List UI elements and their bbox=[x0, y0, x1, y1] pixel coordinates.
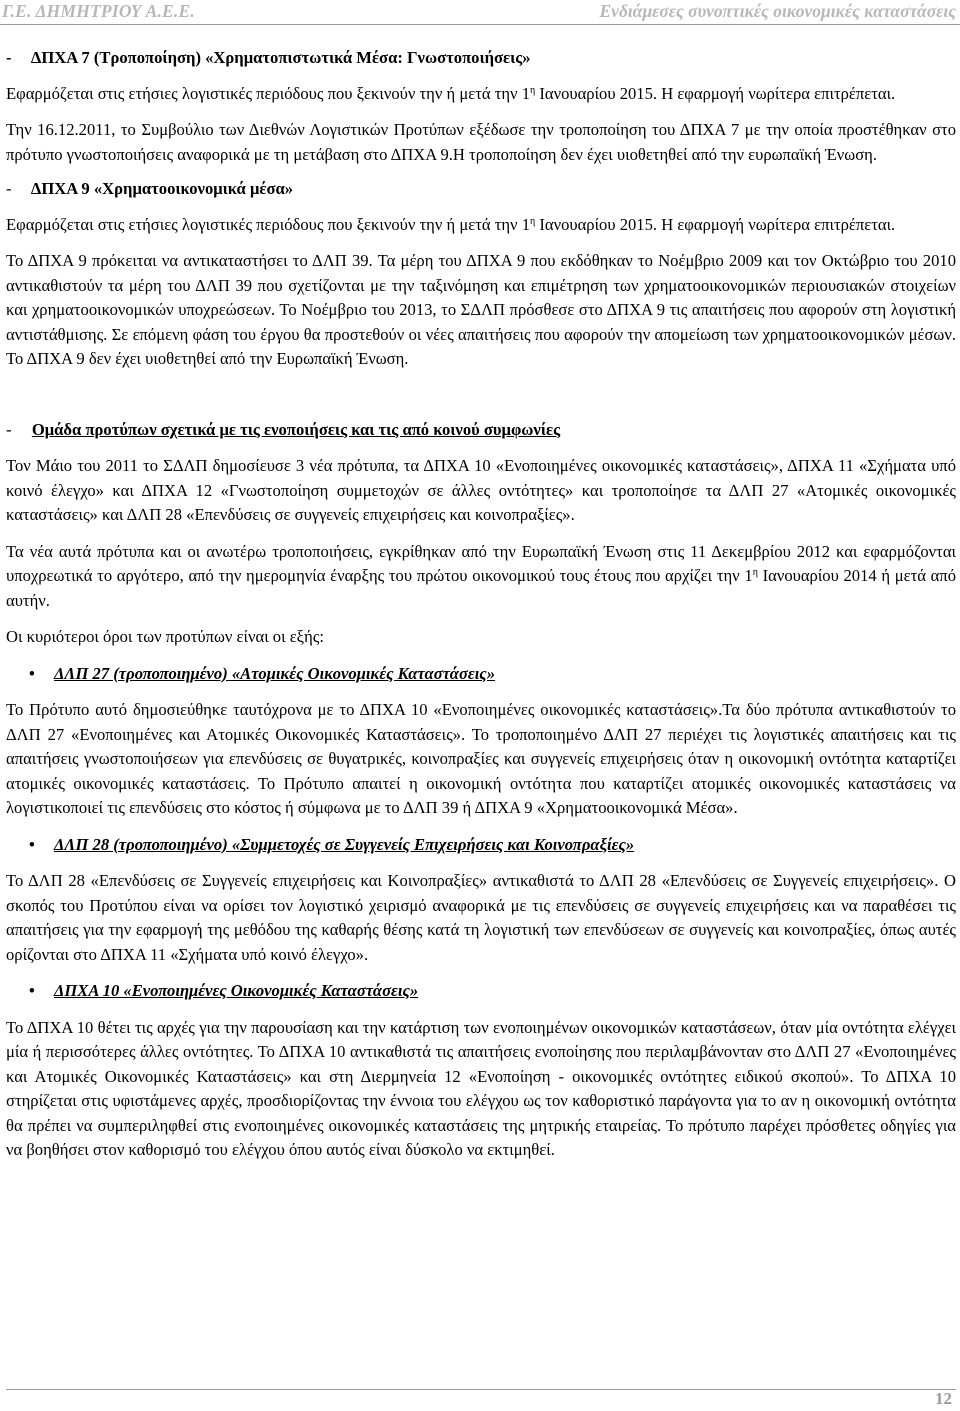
paragraph: Την 16.12.2011, το Συμβούλιο των Διεθνών Λογιστικών Προτύπων εξέδωσε την τροποποίηση του ΔΠΧΑ 7 με την οποία προστέθηκαν στο πρότυπο γνωστοποιήσεις αναφορικά με τη μετάβαση στο ΔΠΧΑ 9.Η τροποποίηση δεν έχει υιοθετηθεί από την ευρωπαϊκή Ένωση. bbox=[6, 120, 956, 164]
heading-dash: - bbox=[6, 48, 12, 67]
header-document-title: Ενδιάμεσες συνοπτικές οικονομικές καταστάσεις bbox=[599, 1, 956, 21]
paragraph-text: Ιανουαρίου 2014 ή μετά από αυτήν. bbox=[6, 566, 957, 610]
bullet-heading-ias27 bbox=[6, 662, 956, 687]
bullet-icon: • bbox=[29, 663, 35, 683]
bullet-title: ΔΛΠ 28 (τροποποιημένο) «Συμμετοχές σε Συγγενείς Επιχειρήσεις και Κοινοπραξίες» bbox=[54, 834, 635, 854]
bullet-heading-ias28 bbox=[6, 833, 956, 858]
heading-dash: - bbox=[6, 419, 12, 439]
paragraph-text: Εφαρμόζεται στις ετήσιες λογιστικές περιόδους που ξεκινούν την ή μετά την 1 bbox=[6, 83, 530, 103]
page-number: 12 bbox=[935, 1389, 952, 1408]
section-heading-dpxa9 bbox=[6, 177, 956, 202]
bullet-icon: • bbox=[29, 834, 35, 854]
paragraph-text: Ιανουαρίου 2015. Η εφαρμογή νωρίτερα επιτρέπεται. bbox=[535, 83, 896, 103]
bullet-icon: • bbox=[29, 981, 35, 1000]
superscript: η bbox=[530, 215, 536, 227]
section-heading-dpxa7 bbox=[6, 46, 956, 71]
paragraph-text: Εφαρμόζεται στις ετήσιες λογιστικές περιόδους που ξεκινούν την ή μετά την 1 bbox=[6, 214, 530, 234]
paragraph: Το ΔΠΧΑ 9 πρόκειται να αντικαταστήσει το ΔΛΠ 39. Τα μέρη του ΔΠΧΑ 9 που εκδόθηκαν το Νοέμβριο 2009 και τον Οκτώβριο του 2010 αντικαθιστούν τα μέρη του ΔΛΠ 39 που σχετίζονται με την ταξινόμηση και επιμέτρηση των χρηματοοικονομικών περιουσιακών στοιχείων και χρηματοοικονομικών υποχρεώσεων. Το Νοέμβριο του 2013, το ΣΔΛΠ πρόσθεσε στο ΔΠΧΑ 9 τις απαιτήσεις που αφορούν στη λογιστική αντιστάθμισης. Σε επόμενη φάση του έργου θα προστεθούν οι νέες απαιτήσεις που αφορούν την απομείωση των χρηματοοικονομικών μέσων. Το ΔΠΧΑ 9 δεν έχει υιοθετηθεί από την Ευρωπαϊκή Ένωση. bbox=[6, 251, 956, 368]
bullet-title: ΔΠΧΑ 10 «Ενοποιημένες Οικονομικές Καταστάσεις» bbox=[54, 981, 419, 1000]
footer-divider bbox=[6, 1389, 956, 1390]
superscript: η bbox=[752, 567, 758, 578]
paragraph: Τον Μάιο του 2011 το ΣΔΛΠ δημοσίευσε 3 νέα πρότυπα, τα ΔΠΧΑ 10 «Ενοποιημένες οικονομικές καταστάσεις», ΔΠΧΑ 11 «Σχήματα υπό κοινό έλεγχο» και ΔΠΧΑ 12 «Γνωστοποίηση συμμετοχών σε άλλες οντότητες» και τροποποίησε τα ΔΛΠ 27 «Ατομικές οικονομικές καταστάσεις» και ΔΛΠ 28 «Επενδύσεις σε συγγενείς επιχειρήσεις και κοινοπραξίες». bbox=[6, 456, 956, 524]
heading-text: ΔΠΧΑ 9 «Χρηματοοικονομικά μέσα» bbox=[30, 179, 294, 198]
paragraph-text: Ιανουαρίου 2015. Η εφαρμογή νωρίτερα επιτρέπεται. bbox=[535, 214, 896, 234]
section-heading-consolidation bbox=[6, 418, 956, 443]
paragraph bbox=[6, 82, 956, 107]
heading-text: ΔΠΧΑ 7 (Τροποποίηση) «Χρηματοπιστωτικά Μέσα: Γνωστοποιήσεις» bbox=[30, 48, 531, 67]
page-header bbox=[0, 0, 960, 25]
heading-text: Ομάδα προτύπων σχετικά με τις ενοποιήσεις και τις από κοινού συμφωνίες bbox=[31, 419, 561, 439]
paragraph: Οι κυριότεροι όροι των προτύπων είναι οι εξής: bbox=[6, 627, 324, 646]
paragraph: Το ΔΛΠ 28 «Επενδύσεις σε Συγγενείς επιχειρήσεις και Κοινοπραξίες» αντικαθιστά το ΔΛΠ 28 «Επενδύσεις σε Συγγενείς επιχειρήσεις». Ο σκοπός του Προτύπου είναι να ορίσει τον λογιστικό χειρισμό αναφορικά με τις επενδύσεις σε συγγενείς επιχειρήσεις και να παραθέσει τις απαιτήσεις για την εφαρμογή της μεθόδου της καθαρής θέσης κατά τη λογιστική των επενδύσεων σε συγγενείς και κοινοπραξίες, όπως αυτές ορίζονται στο ΔΠΧΑ 11 «Σχήματα υπό κοινό έλεγχο». bbox=[6, 871, 956, 964]
paragraph bbox=[6, 213, 956, 238]
bullet-title: ΔΛΠ 27 (τροποποιημένο) «Ατομικές Οικονομικές Καταστάσεις» bbox=[54, 663, 496, 683]
superscript: η bbox=[530, 84, 536, 96]
paragraph-text: Τα νέα αυτά πρότυπα και οι ανωτέρω τροποποιήσεις, εγκρίθηκαν από την Ευρωπαϊκή Ένωση στις 11 Δεκεμβρίου 2012 και εφαρμόζονται υποχρεωτικά το αργότερο, από την ημερομηνία έναρξης του πρώτου οικονομικού τους έτους που αρχίζει την 1 bbox=[6, 541, 956, 585]
paragraph bbox=[6, 540, 956, 614]
bullet-heading-ifrs10 bbox=[6, 979, 956, 1004]
page-content bbox=[6, 46, 956, 1163]
header-company: Γ.Ε. ΔΗΜΗΤΡΙΟΥ Α.Ε.Ε. bbox=[2, 1, 195, 21]
paragraph: Το Πρότυπο αυτό δημοσιεύθηκε ταυτόχρονα με το ΔΠΧΑ 10 «Ενοποιημένες οικονομικές καταστάσεις».Τα δύο πρότυπα αντικαθιστούν το ΔΛΠ 27 «Ενοποιημένες και Ατομικές Οικονομικές Καταστάσεις». Το τροποποιημένο ΔΛΠ 27 περιέχει τις λογιστικές απαιτήσεις και τις απαιτήσεις γνωστοποιήσεων για επενδύσεις σε θυγατρικές, κοινοπραξίες και συγγενείς επιχειρήσεις όταν η οικονομική οντότητα καταρτίζει ατομικές οικονομικές καταστάσεις. Το Πρότυπο απαιτεί η οικονομική οντότητα που καταρτίζει ατομικές οικονομικές καταστάσεις να λογιστικοποιεί τις επενδύσεις στο κόστος ή σύμφωνα με το ΔΛΠ 39 ή ΔΠΧΑ 9 «Χρηματοοικονομικά Μέσα». bbox=[6, 700, 956, 817]
heading-dash: - bbox=[6, 179, 12, 198]
paragraph: Το ΔΠΧΑ 10 θέτει τις αρχές για την παρουσίαση και την κατάρτιση των ενοποιημένων οικονομικών καταστάσεων, όταν μία οντότητα ελέγχει μία ή περισσότερες άλλες οντότητες. Το ΔΠΧΑ 10 αντικαθιστά τις απαιτήσεις ενοποίησης που περιλαμβάνονταν στο ΔΛΠ 27 «Ενοποιημένες και Ατομικές Οικονομικές Καταστάσεις» και στη Διερμηνεία 12 «Ενοποίηση - οικονομικές οντότητες ειδικού σκοπού». Το ΔΠΧΑ 10 στηρίζεται στις υφιστάμενες αρχές, προσδιορίζοντας την έννοια του ελέγχου ως τον καθοριστικό παράγοντα για το αν η οικονομική οντότητα θα πρέπει να συμπεριληφθεί στις ενοποιημένες οικονομικές καταστάσεις της μητρικής εταιρείας. Το πρότυπο παρέχει πρόσθετες οδηγίες για να βοηθήσει στον καθορισμό του ελέγχου όπου αυτός είναι δύσκολο να εκτιμηθεί. bbox=[6, 1017, 956, 1159]
